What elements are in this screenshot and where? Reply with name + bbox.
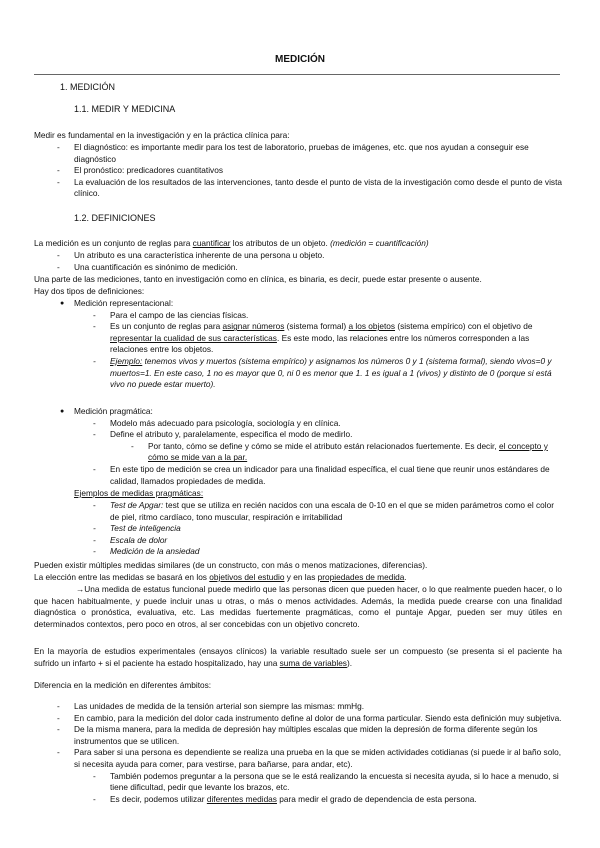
list-item: - En este tipo de medición se crea un indicador para una finalidad específica, el cual tiene que reunir unos estándares de calidad, llamados propiedades de medida.: [93, 463, 550, 486]
list-item: - Define el atributo y, paralelamente, especifica el modo de medirlo.: [93, 429, 353, 440]
pragmatic-section: [60, 406, 562, 487]
list-item: - De la misma manera, para la medida de depresión hay múltiples escalas que miden la depresión de forma diferente según los instrumentos que se utilicen.: [57, 724, 538, 746]
experimental-paragraph: En la mayoría de estudios experimentales (ensayos clínicos) la variable resultado suele ser un compuesto (se presenta si el paciente ha sufrido un infarto + si el paciente ha estado hospitalizado, hay una suma de variables).: [34, 646, 562, 668]
binary-text: Una parte de las mediciones, tanto en investigación como en clínica, es binaria, es decir, puede estar presente o ausente.: [34, 274, 482, 284]
list-item: - Modelo más adecuado para psicología, sociología y en clínica.: [93, 417, 341, 428]
list-item: - Test de inteligencia: [93, 523, 181, 534]
multiple-text: Pueden existir múltiples medidas similares (de un constructo, con más o menos matizaciones, diferencias).: [34, 560, 428, 570]
list-item: ● Medición pragmática:: [60, 406, 153, 416]
section-heading: 1. MEDICIÓN: [60, 82, 116, 92]
list-item: - Para saber si una persona es dependiente se realiza una prueba en la que se miden actividades cotidianas (si puede ir al baño solo, si necesita ayuda para comer, para vestirse, para bañarse, para andar, etc).: [57, 747, 562, 769]
intro-text: Medir es fundamental en la investigación y en la práctica clínica para:: [34, 130, 290, 140]
list-item: - En cambio, para la medición del dolor cada instrumento define al dolor de una forma particular. Siendo esta definición muy subjetiva.: [57, 712, 562, 723]
title-divider: [34, 74, 560, 75]
subsection-heading-1-2: 1.2. DEFINICIONES: [74, 213, 156, 223]
differences-title: Diferencia en la medición en diferentes ámbitos:: [34, 680, 212, 690]
list-item: - Test de Apgar: test que se utiliza en recién nacidos con una escala de 0-10 en el que se miden parámetros como el color de piel, ritmo cardíaco, tono muscular, respiración e irritabilidad: [93, 500, 555, 522]
list-item: - También podemos preguntar a la persona que se le está realizando la encuesta si necesita ayuda, si lo hace a menudo, si tiene dificultad, pedir que levante los brazos, etc.: [93, 770, 559, 793]
arrow-paragraph: →Una medida de estatus funcional puede medirlo que las personas dicen que pueden hacer, o lo que realmente pueden hacer, o lo que hacen habitualmente, y puede incluir unas u otras, o más o menos actividades. Además, la medida puede crearse con una finalidad diagnóstica o pronóstica, evaluativa, etc. Las medidas fuertemente pragmáticas, como el puntaje Apgar, pueden ser muy útiles en determinados contextos, pero poco en otros, al ser concebidas con un objetivo concreto.: [34, 584, 562, 629]
uses-list: [57, 142, 562, 200]
list-item: - El pronóstico: predicadores cuantitativos: [57, 165, 223, 176]
list-item: - Medición de la ansiedad: [93, 546, 200, 557]
definition-text: La medición es un conjunto de reglas para cuantificar los atributos de un objeto. (medición = cuantificación): [34, 238, 429, 248]
list-item: - Por tanto, cómo se define y cómo se mide el atributo están relacionados fuertemente. Es decir, el concepto y cómo se mide van a la par.: [131, 440, 548, 463]
list-item: - Escala de dolor: [93, 534, 168, 545]
list-item: - Las unidades de medida de la tensión arterial son siempre las mismas: mmHg.: [57, 701, 365, 711]
list-item: - Ejemplo: tenemos vivos y muertos (sistema empírico) y asignamos los números 0 y 1 (sistema formal), siendo vivos=0 y muertos=1. En este caso, 1 no es mayor que 0, ni 0 es menor que 1. 1 es igual a 1 (vivos) y distinto de 0 (porque si está vivo no puede estar muerto).: [93, 355, 552, 390]
list-item: - Para el campo de las ciencias físicas.: [93, 309, 249, 320]
list-item: - Es un conjunto de reglas para asignar números (sistema formal) a los objetos (sistema empírico) con el objetivo de representar la cualidad de sus características. Es este modo, las relaciones entre los números corresponden a las relaciones entre los objetos.: [93, 321, 533, 355]
list-item: - El diagnóstico: es importante medir para los test de laboratorio, pruebas de imágenes, etc. que nos ayudan a conseguir ese diagnóstico: [57, 142, 529, 164]
list-item: ● Medición representacional:: [60, 298, 174, 308]
list-item: - Es decir, podemos utilizar diferentes medidas para medir el grado de dependencia de esta persona.: [93, 793, 477, 804]
list-item: - Una cuantificación es sinónimo de medición.: [57, 261, 238, 272]
examples-title: Ejemplos de medidas pragmáticas:: [74, 488, 204, 498]
choice-text: La elección entre las medidas se basará en los objetivos del estudio y en las propiedades de medida.: [34, 572, 407, 582]
definition-list: [57, 250, 562, 273]
examples-list: [93, 500, 562, 558]
differences-list: [57, 701, 562, 805]
page-title: MEDICIÓN: [275, 54, 325, 65]
subsection-heading-1-1: 1.1. MEDIR Y MEDICINA: [74, 104, 176, 114]
types-text: Hay dos tipos de definiciones:: [34, 286, 145, 296]
list-item: - La evaluación de los resultados de las intervenciones, tanto desde el punto de vista de la investigación como desde el punto de vista clínico.: [57, 176, 562, 199]
list-item: - Un atributo es una característica inherente de una persona u objeto.: [57, 250, 325, 260]
representational-section: [60, 298, 562, 391]
